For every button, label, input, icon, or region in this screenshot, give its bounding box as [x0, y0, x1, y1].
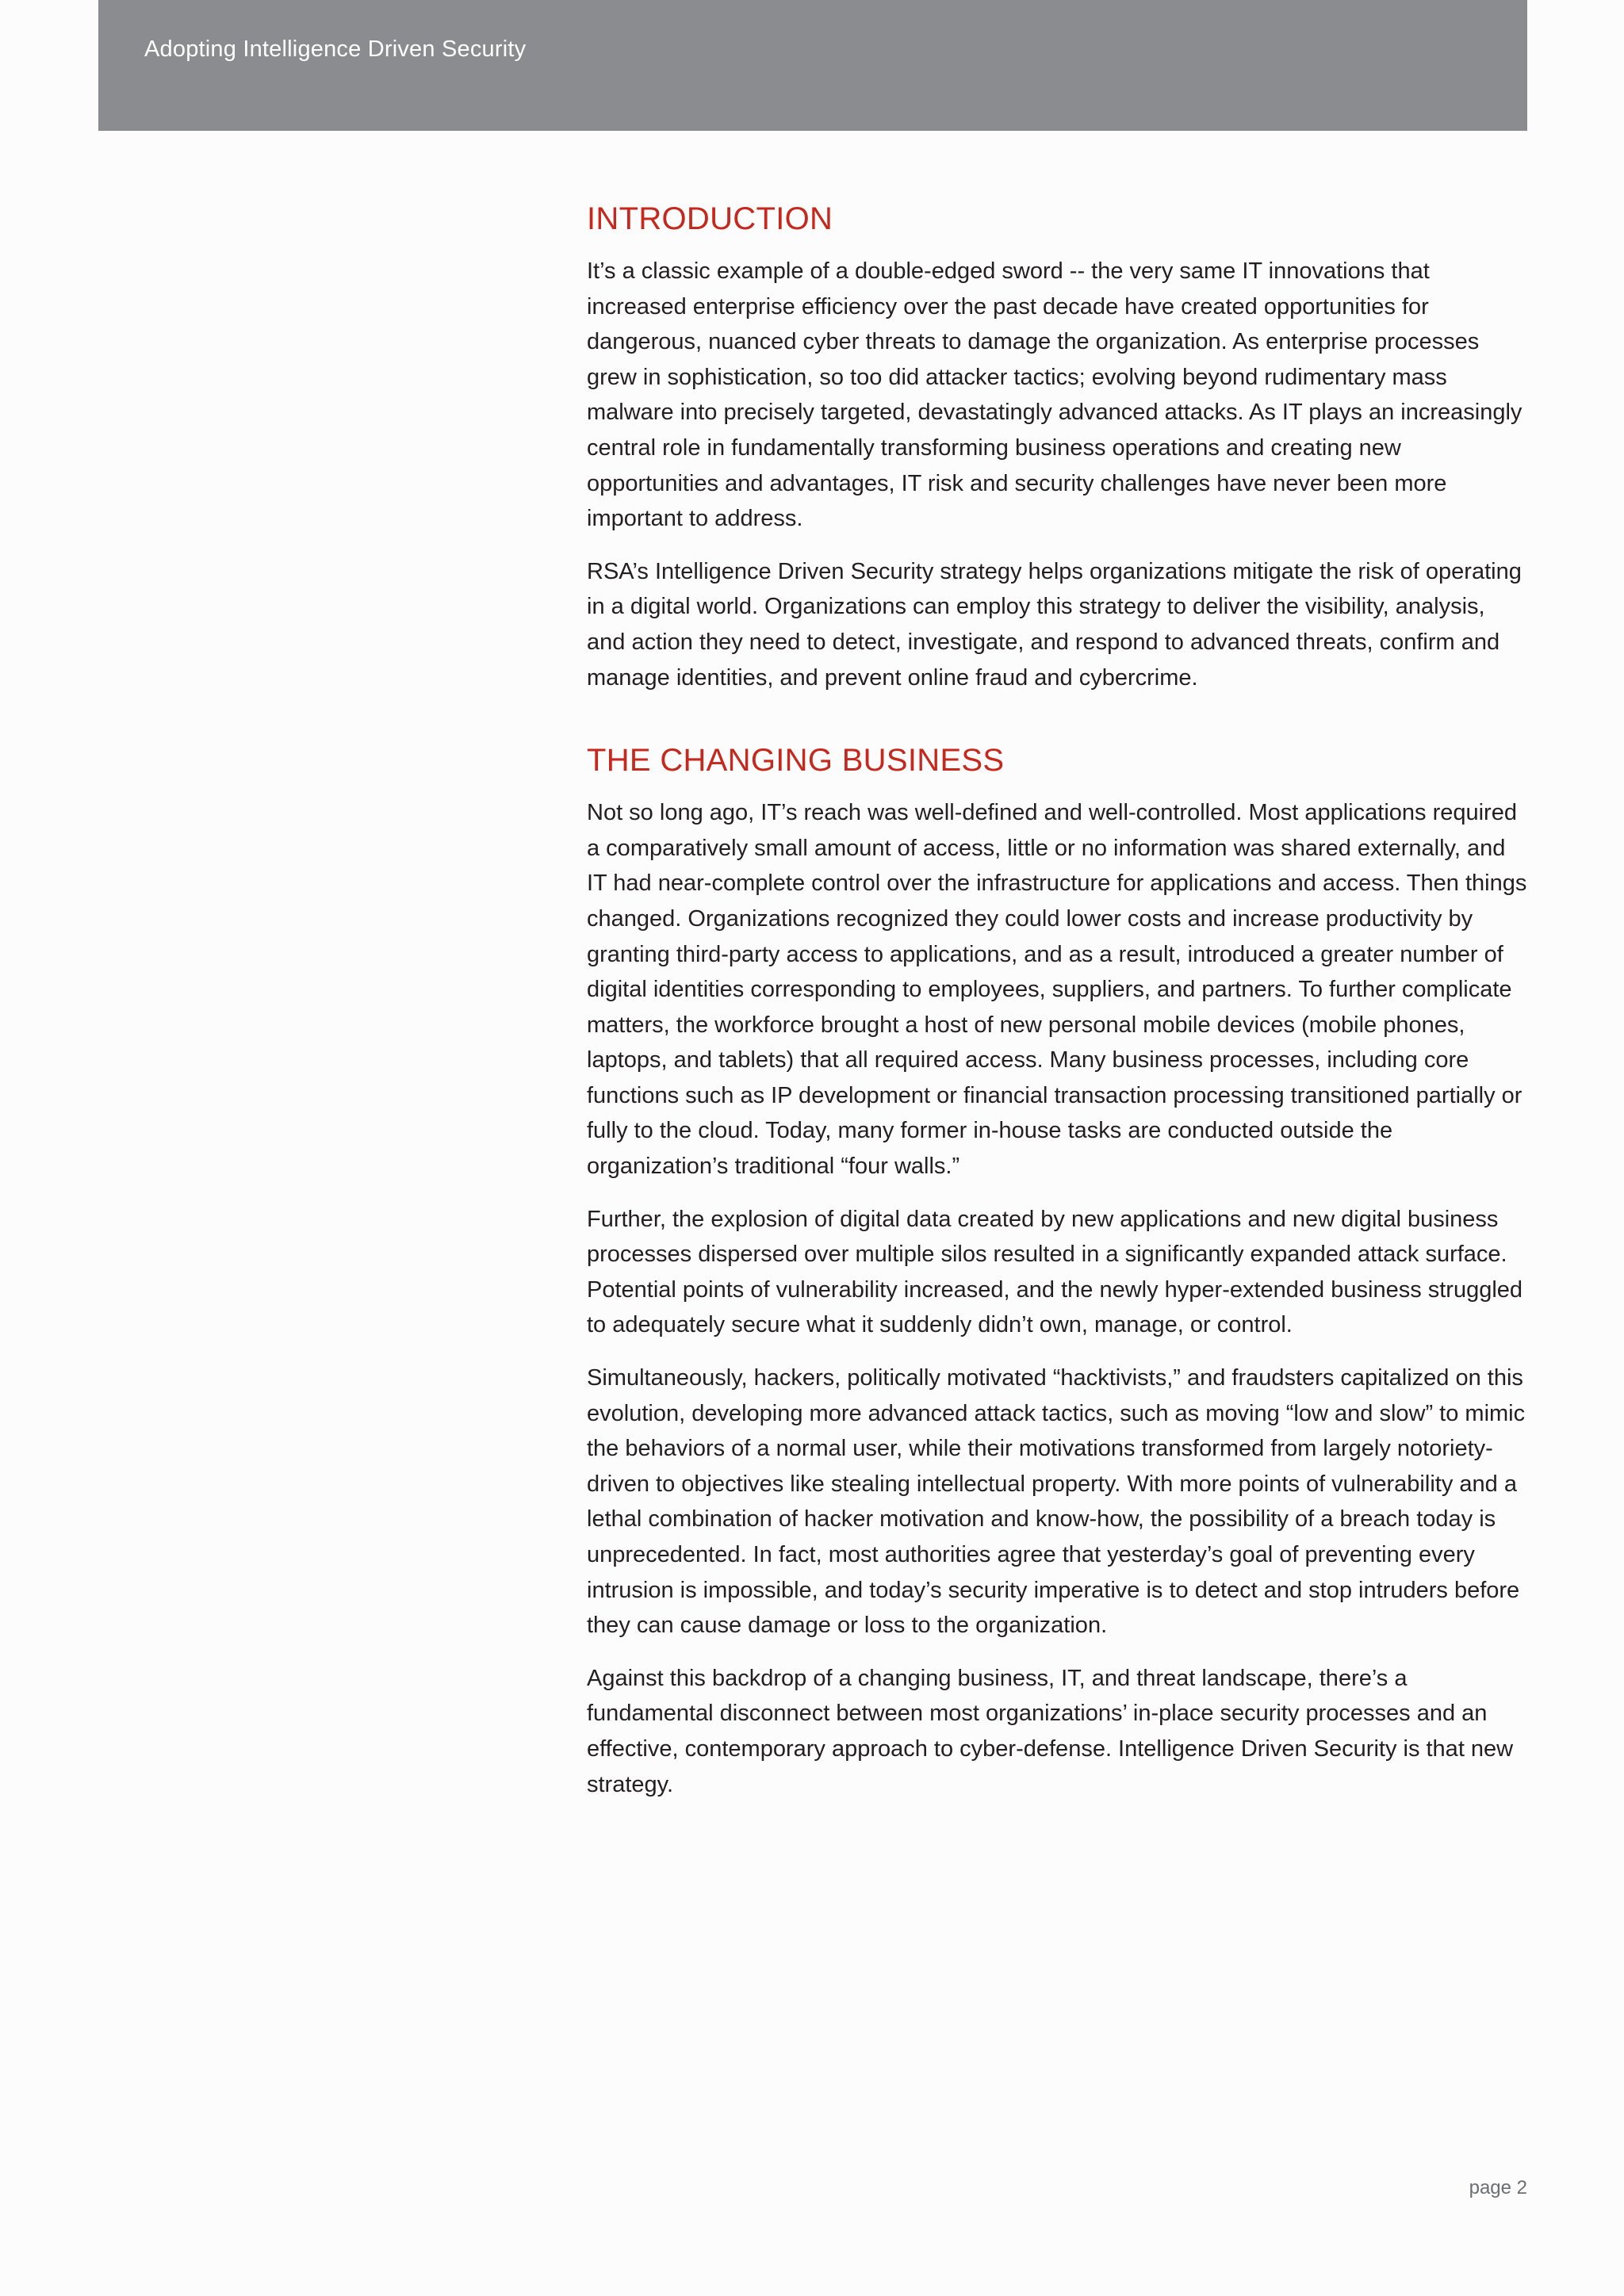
- paragraph: It’s a classic example of a double-edged sword -- the very same IT innovations that increased enterprise efficiency over the past decade have created opportunities for dangerous, nuanced cyber threats to damage the organization. As enterprise processes grew in sophistication, so too did attacker tactics; evolving beyond rudimentary mass malware into precisely targeted, devastatingly advanced attacks. As IT plays an increasingly central role in fundamentally transforming business operations and creating new opportunities and advantages, IT risk and security challenges have never been more important to address.: [587, 258, 1522, 532]
- document-title: Adopting Intelligence Driven Security: [144, 36, 527, 62]
- paragraph: RSA’s Intelligence Driven Security strategy helps organizations mitigate the risk of operating in a digital world. Organizations can employ this strategy to deliver the visibility, analysis, and action they need to detect, investigate, and respond to advanced threats, confirm and manage identities, and prevent online fraud and cybercrime.: [587, 558, 1522, 691]
- section-heading: THE CHANGING BUSINESS: [587, 743, 1005, 779]
- section-introduction: [587, 197, 1527, 695]
- paragraph: Against this backdrop of a changing business, IT, and threat landscape, there’s a fundamental disconnect between most organizations’ in-place security processes and an effective, contemporary approach to cyber-defense. Intelligence Driven Security is that new strategy.: [587, 1665, 1514, 1797]
- header-bar: [98, 0, 1527, 131]
- page-number: page 2: [1469, 2177, 1527, 2198]
- section-changing-business: [587, 738, 1527, 1802]
- main-content: [587, 197, 1527, 1820]
- paragraph: Simultaneously, hackers, politically motivated “hacktivists,” and fraudsters capitalized on this evolution, developing more advanced attack tactics, such as moving “low and slow” to mimic the behaviors of a normal user, while their motivations transformed from largely notoriety-driven to objectives like stealing intellectual property. With more points of vulnerability and a lethal combination of hacker motivation and know-how, the possibility of a breach today is unprecedented. In fact, most authorities agree that yesterday’s goal of preventing every intrusion is impossible, and today’s security imperative is to detect and stop intruders before they can cause damage or loss to the organization.: [587, 1365, 1526, 1639]
- section-heading: INTRODUCTION: [587, 201, 833, 236]
- paragraph: Not so long ago, IT’s reach was well-defined and well-controlled. Most applications required a comparatively small amount of access, little or no information was shared externally, and IT had near-complete control over the infrastructure for applications and access. Then things changed. Organizations recognized they could lower costs and increase productivity by granting third-party access to applications, and as a result, introduced a greater number of digital identities corresponding to employees, suppliers, and partners. To further complicate matters, the workforce brought a host of new personal mobile devices (mobile phones, laptops, and tablets) that all required access. Many business processes, including core functions such as IP development or financial transaction processing transitioned partially or fully to the cloud. Today, many former in-house tasks are conducted outside the organization’s traditional “four walls.”: [587, 800, 1527, 1180]
- paragraph: Further, the explosion of digital data created by new applications and new digital business processes dispersed over multiple silos resulted in a significantly expanded attack surface. Potential points of vulnerability increased, and the newly hyper-extended business struggled to adequately secure what it suddenly didn’t own, manage, or control.: [587, 1206, 1523, 1338]
